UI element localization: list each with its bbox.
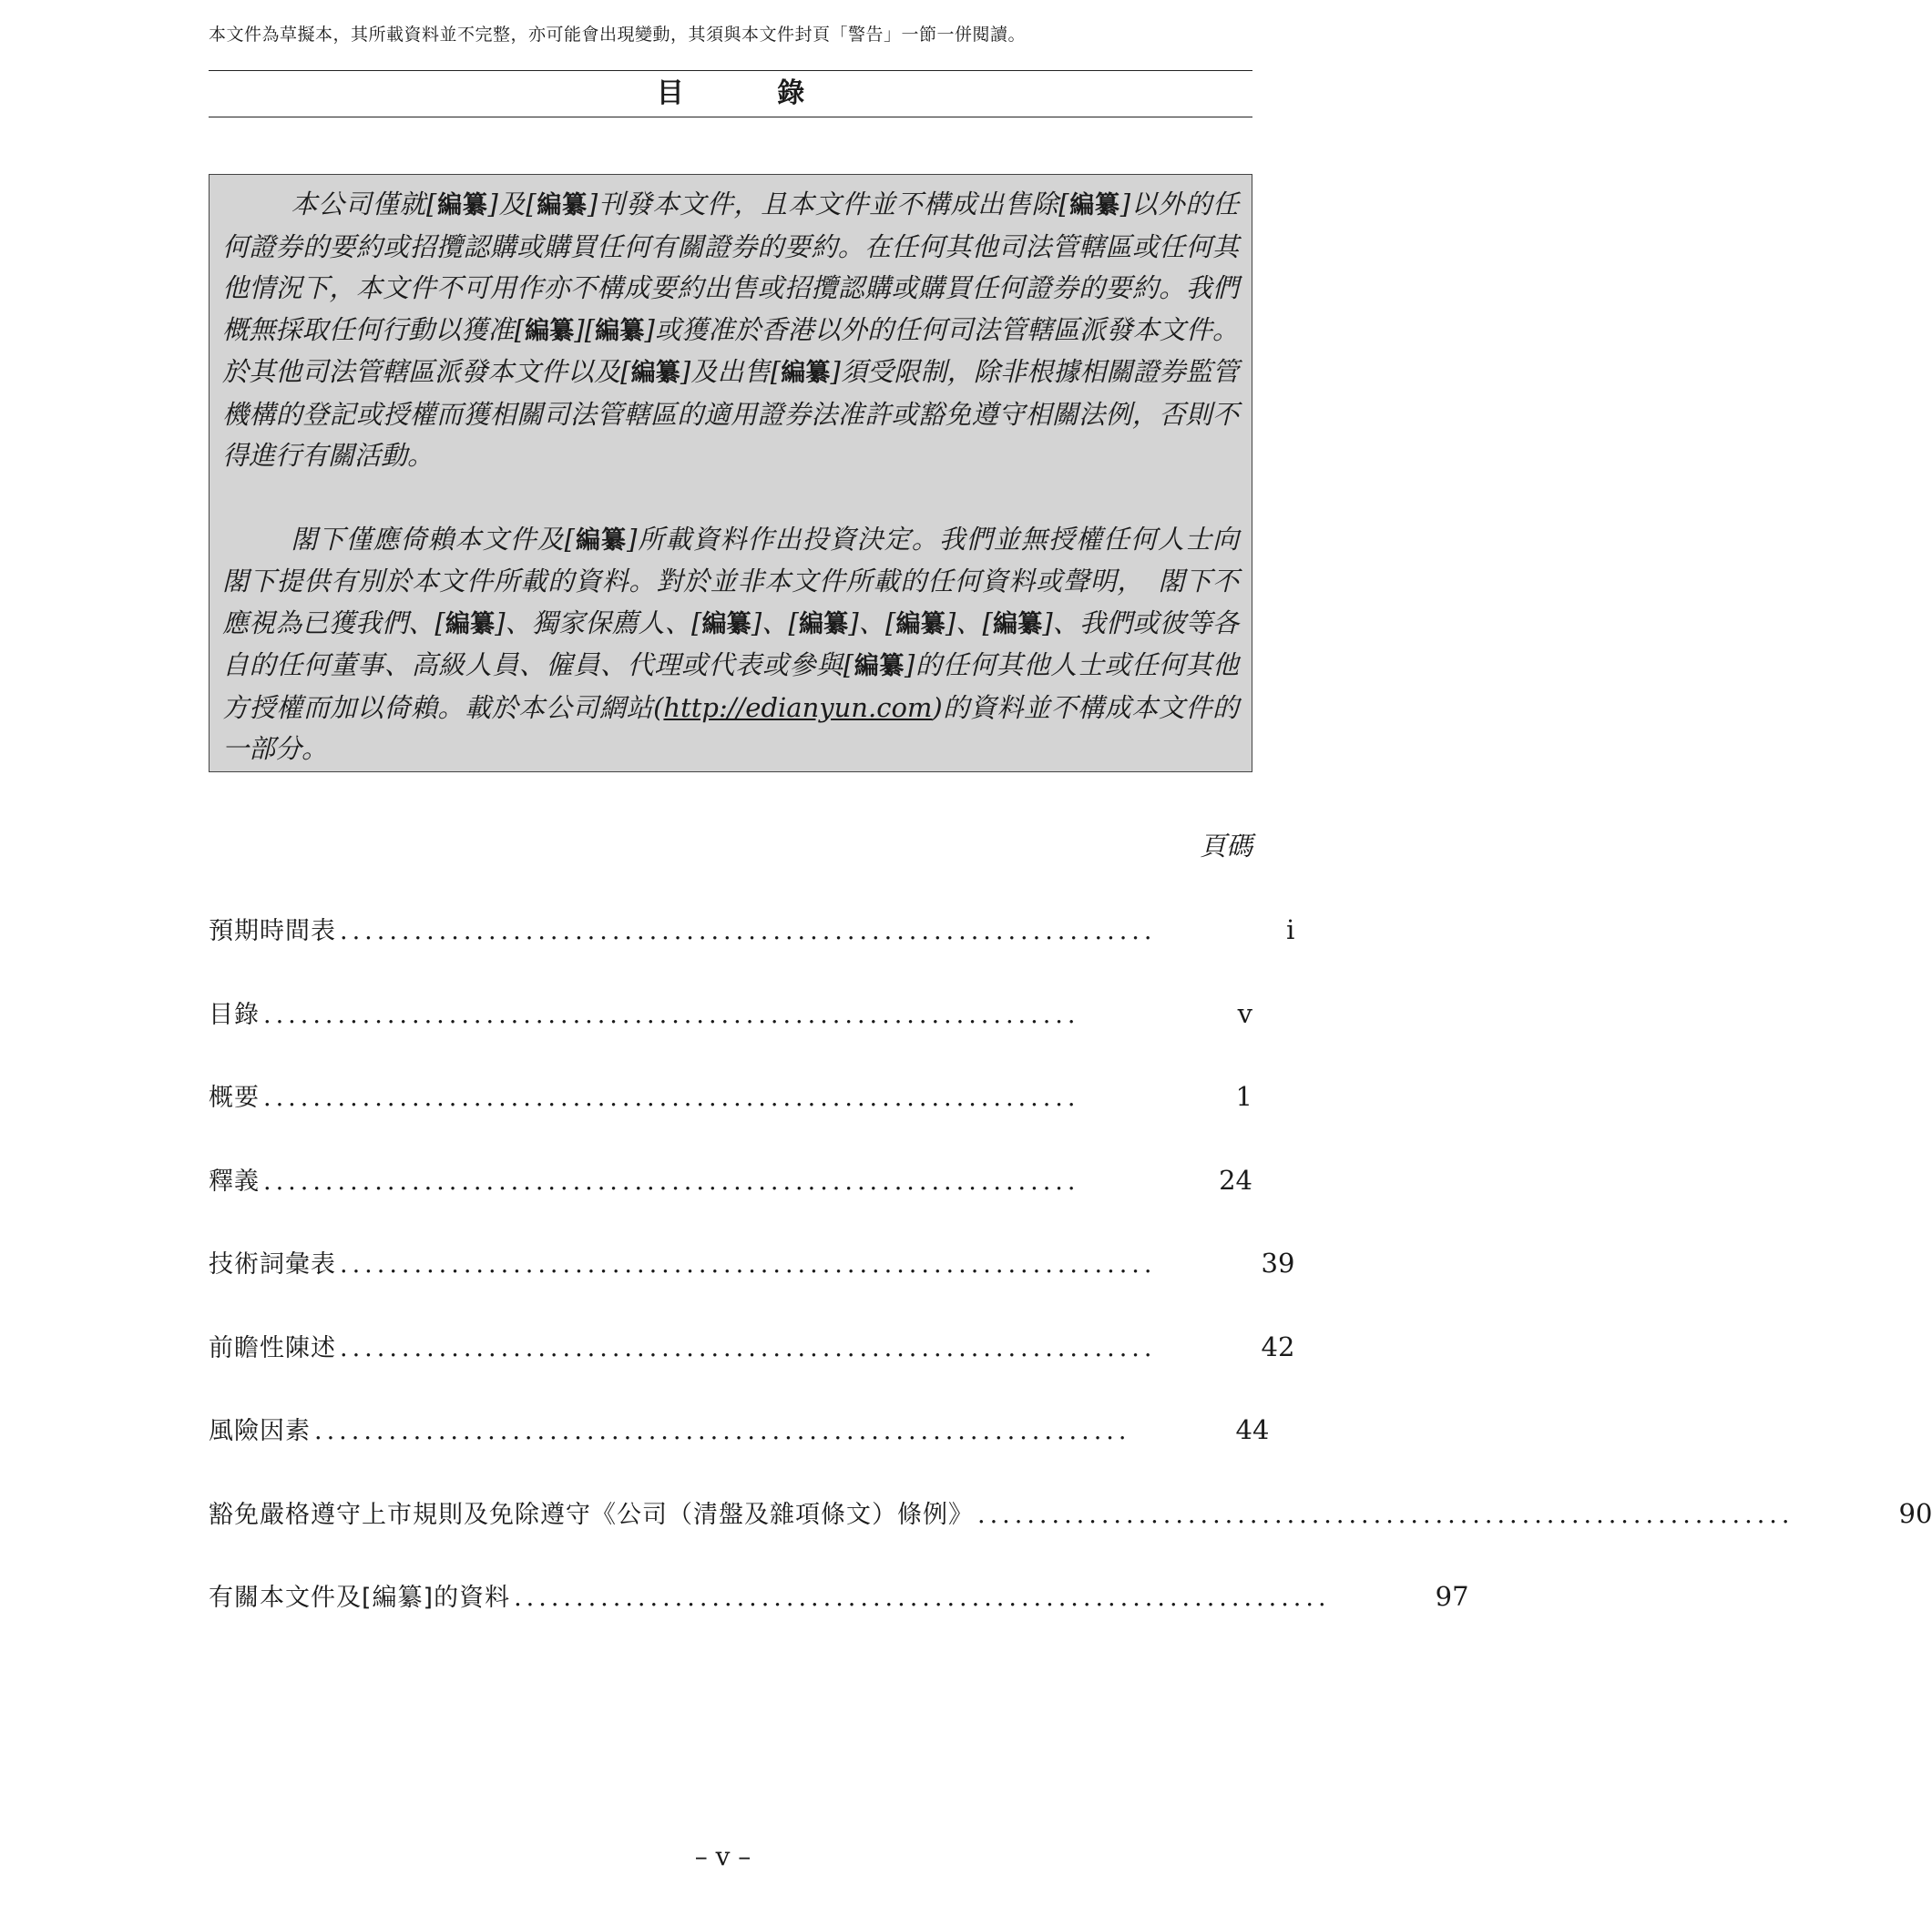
toc-entry-page: 1 bbox=[1235, 1081, 1252, 1112]
disclaimer-paragraph-2 bbox=[222, 519, 1266, 770]
redacted-mark: 編纂 bbox=[798, 609, 849, 638]
toc-entry[interactable] bbox=[209, 1161, 1252, 1245]
toc-entry-title[interactable]: 技術詞彙表 bbox=[209, 1250, 336, 1279]
toc-entry-title[interactable]: 預期時間表 bbox=[209, 917, 336, 945]
toc-leader-dots: .................................................................. bbox=[263, 1167, 1080, 1196]
toc-entry-title[interactable]: 有關本文件及[編纂]的資料 bbox=[209, 1584, 511, 1612]
disclaimer-box bbox=[209, 174, 1266, 772]
toc-entry[interactable] bbox=[209, 994, 1252, 1078]
disclaimer-text: ]及出售[ bbox=[680, 356, 782, 387]
page-column-label: 頁碼 bbox=[1199, 831, 1252, 862]
redacted-mark: 編纂 bbox=[1068, 191, 1120, 219]
redacted-mark: 編纂 bbox=[701, 609, 751, 638]
toc-entry[interactable] bbox=[209, 1494, 1932, 1578]
toc-entry[interactable] bbox=[209, 1411, 1270, 1494]
disclaimer-paragraph-1 bbox=[222, 184, 1239, 477]
toc-leader-dots: .................................................................. bbox=[977, 1500, 1794, 1529]
redacted-mark: 編纂 bbox=[595, 316, 645, 345]
toc-entry-page: 42 bbox=[1261, 1331, 1295, 1362]
redacted-mark: 編纂 bbox=[992, 609, 1043, 638]
toc-leader-dots: .................................................................. bbox=[263, 1084, 1080, 1112]
toc-entry[interactable] bbox=[209, 1328, 1295, 1412]
redacted-mark: 編纂 bbox=[524, 316, 575, 345]
redacted-mark: 編纂 bbox=[630, 359, 680, 387]
toc-entry-page: 39 bbox=[1261, 1248, 1295, 1279]
disclaimer-text: ]或獲准於香港以外的任何司法管轄區派發本文件。於其他司法管轄區派發本文件以及[ bbox=[222, 313, 1240, 387]
redacted-mark: 編纂 bbox=[895, 609, 946, 638]
redacted-mark: 編纂 bbox=[436, 191, 488, 219]
disclaimer-text: ]須受限制，除非根據相關證券監管機構的登記或授權而獲相關司法管轄區的適用證券法准許或豁免遵守相關法例，否則不得進行有關活動。 bbox=[222, 356, 1240, 471]
toc-leader-dots: .................................................................. bbox=[263, 1000, 1080, 1029]
toc-entry[interactable] bbox=[209, 1577, 1469, 1661]
redacted-mark: 編纂 bbox=[536, 191, 588, 219]
disclaimer-text: 閣下僅應倚賴本文件及[ bbox=[291, 523, 575, 555]
disclaimer-text: 本公司僅就[ bbox=[291, 189, 437, 219]
page-title: 目 錄 bbox=[656, 77, 847, 109]
toc-leader-dots: .................................................................. bbox=[340, 917, 1157, 945]
toc-leader-dots: .................................................................. bbox=[340, 1250, 1157, 1279]
toc-entry-page: 24 bbox=[1219, 1164, 1252, 1196]
toc-entry-title[interactable]: 前瞻性陳述 bbox=[209, 1333, 336, 1362]
table-of-contents bbox=[209, 911, 1932, 1661]
disclaimer-text: ]、[ bbox=[945, 607, 993, 638]
toc-entry[interactable] bbox=[209, 1077, 1252, 1161]
disclaimer-text: )的資料並不構成本文件的一部分。 bbox=[222, 691, 1239, 764]
disclaimer-text: ]以外的任何證券的要約或招攬認購或購買任何有關證券的要約。在任何其他司法管轄區或任何其他情況下，本文件不可用作亦不構成要約出售或招攬認購或購買任何證券的要約。我們概無採取任何行動以獲准[ bbox=[222, 189, 1239, 345]
disclaimer-text: ]所載資料作出投資決定。我們並無授權任何人士向 閣下提供有別於本文件所載的資料。對於並非本文件所載的任何資料或聲明， 閣下不應視為已獲我們、[ bbox=[222, 523, 1266, 638]
draft-notice: 本文件為草擬本，其所載資料並不完整，亦可能會出現變動，其須與本文件封頁「警告」一節一併閱讀。 bbox=[209, 25, 1027, 45]
toc-entry-title[interactable]: 目錄 bbox=[209, 1000, 260, 1029]
page-number: – v – bbox=[694, 1841, 751, 1871]
disclaimer-text: ]、[ bbox=[848, 607, 896, 638]
toc-entry-page: i bbox=[1286, 914, 1295, 945]
toc-entry-title[interactable]: 風險因素 bbox=[209, 1417, 311, 1445]
title-rule-top bbox=[209, 70, 1252, 71]
toc-entry-page: 90 bbox=[1898, 1497, 1932, 1529]
disclaimer-text: ]刊發本文件，且本文件並不構成出售除[ bbox=[587, 189, 1069, 219]
redacted-mark: 編纂 bbox=[854, 652, 905, 680]
disclaimer-text: ]、我們或彼等各自的任何董事、高級人員、僱員、代理或代表或參與[ bbox=[222, 607, 1239, 680]
redacted-mark: 編纂 bbox=[445, 609, 496, 638]
disclaimer-text: ]的任何其他人士或任何其他方授權而加以倚賴。載於本公司網站( bbox=[222, 649, 1239, 723]
toc-entry-title[interactable]: 豁免嚴格遵守上市規則及免除遵守《公司（清盤及雜項條文）條例》 bbox=[209, 1500, 974, 1529]
disclaimer-text: ]、[ bbox=[751, 607, 799, 638]
disclaimer-text: ]及[ bbox=[487, 189, 537, 219]
toc-entry-page: 44 bbox=[1235, 1414, 1270, 1445]
toc-entry-page: 97 bbox=[1435, 1581, 1469, 1612]
toc-entry[interactable] bbox=[209, 1244, 1295, 1328]
disclaimer-text: ][ bbox=[574, 313, 596, 345]
disclaimer-text: ]、獨家保薦人、[ bbox=[495, 607, 702, 638]
toc-leader-dots: .................................................................. bbox=[514, 1584, 1331, 1612]
toc-entry-title[interactable]: 釋義 bbox=[209, 1167, 260, 1196]
toc-entry-page: v bbox=[1237, 997, 1252, 1029]
company-website-link[interactable]: http://edianyun.com bbox=[663, 691, 933, 723]
toc-entry[interactable] bbox=[209, 911, 1295, 994]
toc-leader-dots: .................................................................. bbox=[314, 1417, 1131, 1445]
redacted-mark: 編纂 bbox=[574, 525, 628, 555]
toc-entry-title[interactable]: 概要 bbox=[209, 1084, 260, 1112]
toc-leader-dots: .................................................................. bbox=[340, 1333, 1157, 1362]
redacted-mark: 編纂 bbox=[781, 359, 831, 387]
